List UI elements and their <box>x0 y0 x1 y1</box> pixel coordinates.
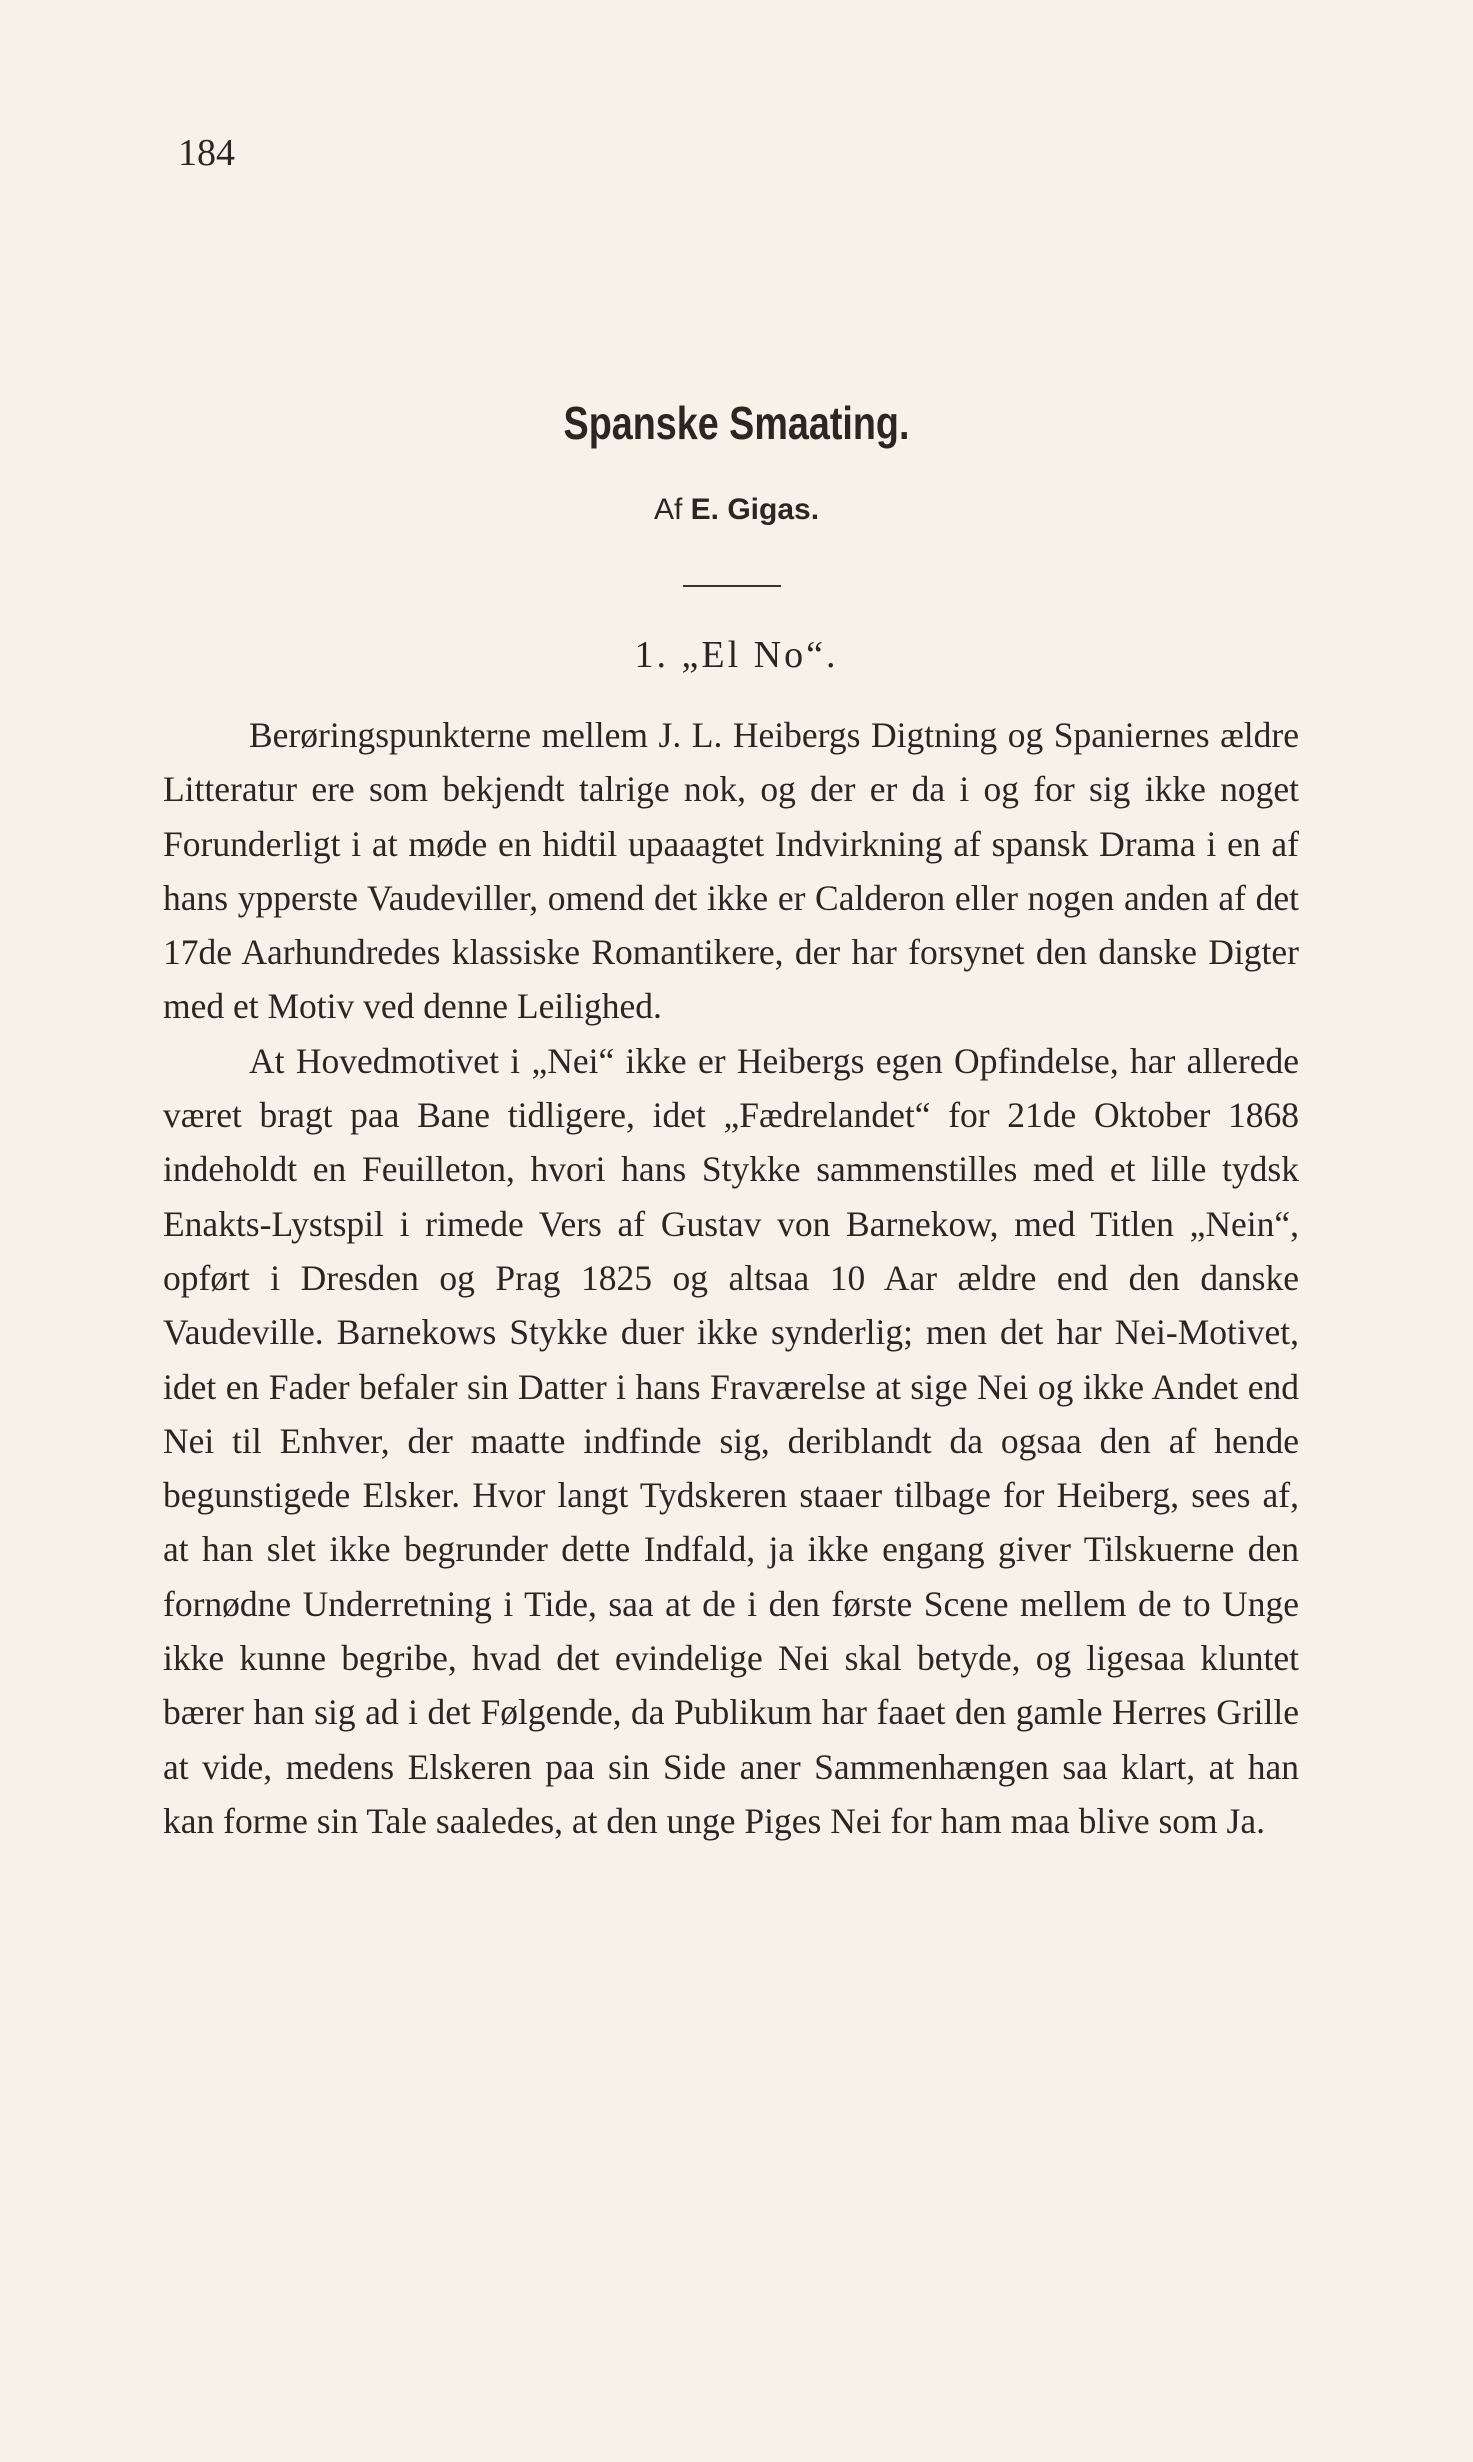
paragraph-1: Berøringspunkterne mellem J. L. Heibergs Digtning og Spaniernes ældre Litteratur ere som bekjendt talrige nok, og der er da i og for sig ikke noget Forunderligt i at møde en hidtil upaaagtet Indvirkning af spansk Drama i en af hans ypperste Vaudeviller, omend det ikke er Calderon eller nogen anden af det 17de Aarhundredes klassiske Romantikere, der har forsynet den danske Digter med et Motiv ved denne Leilighed. <box>163 715 1299 1027</box>
byline-prefix: Af <box>653 493 683 526</box>
article-title: Spanske Smaating. <box>563 397 910 449</box>
page-number: 184 <box>178 132 235 174</box>
section-heading: 1. „El No“. <box>634 634 839 676</box>
paragraph-2: At Hovedmotivet i „Nei“ ikke er Heibergs egen Opfindelse, har allerede været bragt paa Bane tidligere, idet „Fædrelandet“ for 21de Oktober 1868 indeholdt en Feuilleton, hvori hans Stykke sammenstilles med et lille tydsk Enakts-Lystspil i rimede Vers af Gustav von Barnekow, med Titlen „Nein“, opført i Dresden og Prag 1825 og altsaa 10 Aar ældre end den danske Vaudeville. Barnekows Stykke duer ikke synderlig; men det har Nei-Motivet, idet en Fader befaler sin Datter i hans Fraværelse at sige Nei og ikke Andet end Nei til Enhver, der maatte indfinde sig, deriblandt da ogsaa den af hende begunstigede Elsker. Hvor langt Tydskeren staaer tilbage for Heiberg, sees af, at han slet ikke begrunder dette Indfald, ja ikke engang giver Tilskuerne den fornødne Underretning i Tide, saa at de i den første Scene mellem de to Unge ikke kunne begribe, hvad det evindelige Nei skal betyde, og ligesaa kluntet bærer han sig ad i det Følgende, da Publikum har faaet den gamle Herres Grille at vide, medens Elskeren paa sin Side aner Sammenhængen saa klart, at han kan forme sin Tale saaledes, at den unge Piges Nei for ham maa blive som Ja. <box>163 1040 1299 1841</box>
body-text <box>163 708 1299 1848</box>
separator-rule <box>683 585 781 587</box>
byline <box>0 495 1473 525</box>
author-name: E. Gigas. <box>690 493 820 526</box>
